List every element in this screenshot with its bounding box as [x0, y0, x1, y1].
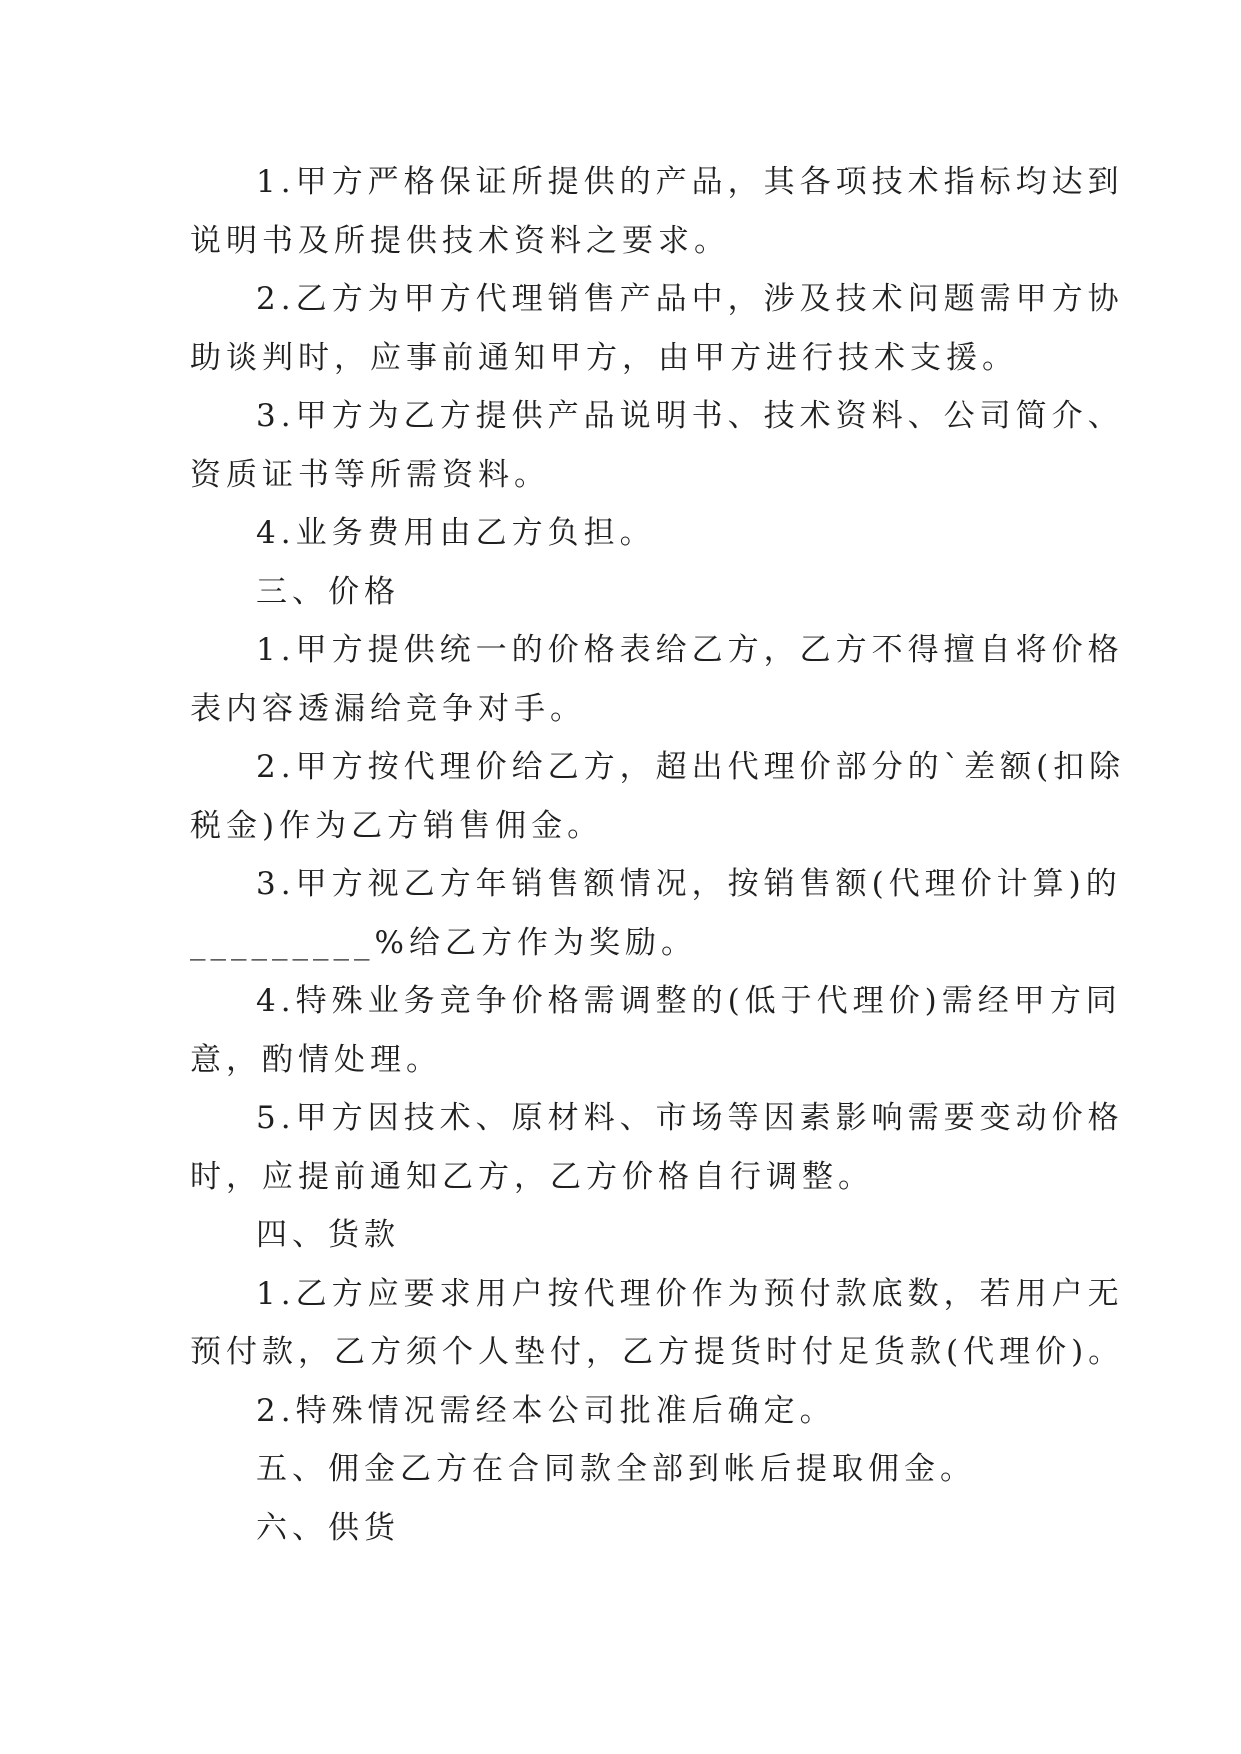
section-heading-price: 三、价格	[256, 573, 400, 610]
price-clause-1-line-2: 表内容透漏给竞争对手。	[190, 690, 586, 727]
price-clause-2-line-2: 税金)作为乙方销售佣金。	[190, 807, 604, 844]
price-clause-4-line-2: 意，酌情处理。	[190, 1041, 442, 1078]
price-clause-3-line-1: 3.甲方视乙方年销售额情况，按销售额(代理价计算)的	[256, 866, 1122, 902]
section-heading-commission: 五、佣金乙方在合同款全部到帐后提取佣金。	[256, 1451, 976, 1487]
price-clause-5-line-2: 时，应提前通知乙方，乙方价格自行调整。	[190, 1158, 874, 1195]
clause-3-2-line-1: 2.乙方为甲方代理销售产品中，涉及技术问题需甲方协	[256, 281, 1124, 317]
document-body	[190, 160, 1126, 1564]
price-clause-3-line-2: _________%给乙方作为奖励。	[190, 924, 697, 961]
clause-3-2-line-2: 助谈判时，应事前通知甲方，由甲方进行技术支援。	[190, 339, 1018, 376]
clause-3-4: 4.业务费用由乙方负担。	[256, 515, 656, 551]
clause-3-3-line-1: 3.甲方为乙方提供产品说明书、技术资料、公司简介、	[256, 398, 1124, 434]
payment-clause-1-line-1: 1.乙方应要求用户按代理价作为预付款底数，若用户无	[256, 1275, 1124, 1312]
payment-clause-1-line-2: 预付款，乙方须个人垫付，乙方提货时付足货款(代理价)。	[190, 1334, 1125, 1370]
price-clause-1-line-1: 1.甲方提供统一的价格表给乙方，乙方不得擅自将价格	[256, 632, 1124, 668]
price-clause-4-line-1: 4.特殊业务竞争价格需调整的(低于代理价)需经甲方同	[256, 983, 1122, 1019]
section-heading-payment: 四、货款	[256, 1217, 400, 1253]
payment-clause-2: 2.特殊情况需经本公司批准后确定。	[256, 1392, 836, 1429]
clause-3-1-line-1: 1.甲方严格保证所提供的产品，其各项技术指标均达到	[256, 164, 1124, 200]
section-heading-supply: 六、供货	[256, 1509, 400, 1546]
clause-3-3-line-2: 资质证书等所需资料。	[190, 456, 550, 493]
clause-3-1-line-2: 说明书及所提供技术资料之要求。	[190, 222, 730, 259]
price-clause-5-line-1: 5.甲方因技术、原材料、市场等因素影响需要变动价格	[256, 1100, 1124, 1136]
price-clause-2-line-1: 2.甲方按代理价给乙方，超出代理价部分的`差额(扣除	[256, 749, 1126, 785]
